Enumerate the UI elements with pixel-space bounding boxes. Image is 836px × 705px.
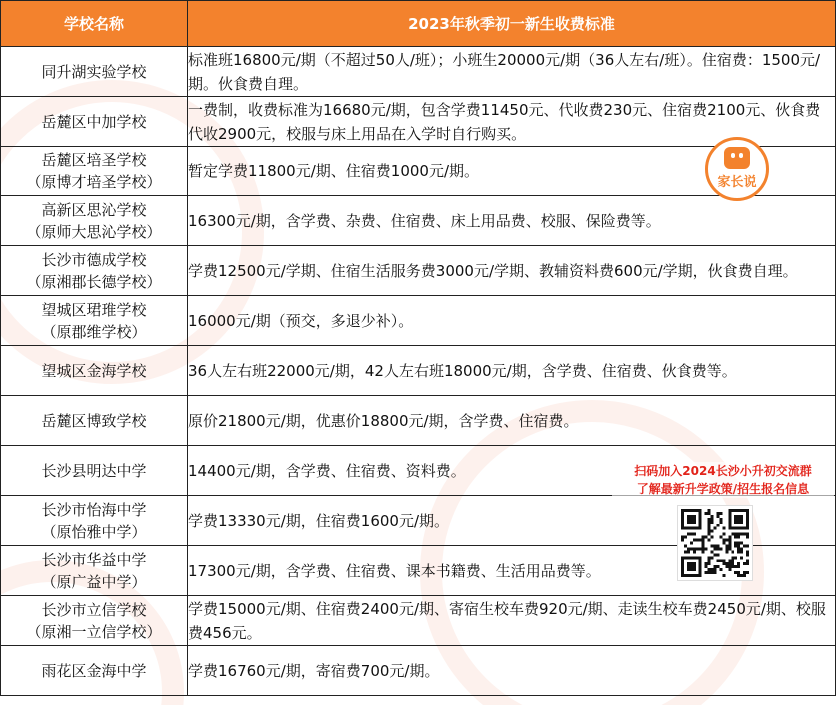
header-row — [1, 1, 836, 47]
school-name-cell — [1, 346, 188, 396]
school-former-name: （原广益中学） — [41, 572, 147, 591]
school-former-name: （原博才培圣学校） — [26, 173, 162, 191]
table-row — [1, 346, 836, 396]
smile-icon — [724, 147, 750, 169]
promo-line-2: 了解最新升学政策/招生报名信息 — [636, 482, 810, 496]
school-name: 望城区珺琟学校 — [41, 300, 147, 319]
table-row — [1, 246, 836, 296]
school-name: 长沙县明达中学 — [41, 461, 147, 480]
fee-description-cell: 16000元/期（预交，多退少补）。 — [188, 296, 836, 346]
school-name: 长沙市怡海中学 — [41, 500, 147, 519]
school-former-name: （原郡维学校） — [41, 322, 147, 341]
fee-description-cell: 学费13330元/期，住宿费1600元/期。 — [188, 496, 836, 546]
school-name-cell — [1, 97, 188, 147]
school-name-cell — [1, 147, 188, 196]
school-name-cell — [1, 446, 188, 496]
table-row — [1, 196, 836, 246]
promo-line-1: 扫码加入2024长沙小升初交流群 — [634, 464, 812, 478]
school-name: 雨花区金海中学 — [41, 661, 147, 680]
table-row — [1, 596, 836, 646]
fee-description-cell: 学费15000元/期、住宿费2400元/期、寄宿生校车费920元/期、走读生校车费2450元/期、校服费456元。 — [188, 596, 836, 646]
fee-description-cell: 16300元/期，含学费、杂费、住宿费、床上用品费、校服、保险费等。 — [188, 196, 836, 246]
school-name: 望城区金海学校 — [41, 361, 147, 380]
fee-description-cell: 17300元/期，含学费、住宿费、课本书籍费、生活用品费等。 — [188, 546, 836, 596]
school-former-name: （原师大思沁学校） — [26, 222, 162, 241]
school-name-cell — [1, 246, 188, 296]
table-body — [1, 47, 836, 696]
school-name: 长沙市华益中学 — [41, 550, 147, 569]
fee-description-cell: 36人左右班22000元/期，42人左右班18000元/期，含学费、住宿费、伙食费等。 — [188, 346, 836, 396]
fee-description-cell: 标准班16800元/期（不超过50人/班）；小班生20000元/期（36人左右/班）。住宿费：1500元/期。伙食费自理。 — [188, 47, 836, 97]
table-row — [1, 47, 836, 97]
fee-description-cell: 学费16760元/期，寄宿费700元/期。 — [188, 646, 836, 696]
fee-description-cell: 暂定学费11800元/期、住宿费1000元/期。 — [188, 147, 836, 196]
school-name: 岳麓区博致学校 — [41, 411, 147, 430]
school-name-cell — [1, 196, 188, 246]
school-name: 岳麓区培圣学校 — [41, 151, 147, 169]
school-former-name: （原湘郡长德学校） — [26, 272, 162, 291]
table-row — [1, 97, 836, 147]
fee-description-cell: 学费12500元/学期、住宿生活服务费3000元/学期、教辅资料费600元/学期，伙食费自理。 — [188, 246, 836, 296]
school-name-cell — [1, 646, 188, 696]
school-name-cell — [1, 47, 188, 97]
table-row — [1, 396, 836, 446]
fee-description-cell: 一费制，收费标准为16680元/期，包含学费11450元、代收费230元、住宿费2100元、伙食费代收2900元，校服与床上用品在入学时自行购买。 — [188, 97, 836, 147]
school-name: 高新区思沁学校 — [41, 200, 147, 219]
school-name-cell — [1, 396, 188, 446]
school-name: 长沙市立信学校 — [41, 600, 147, 619]
school-name: 同升湖实验学校 — [41, 62, 147, 81]
school-name-cell — [1, 496, 188, 546]
school-name: 长沙市德成学校 — [41, 250, 147, 269]
school-name: 岳麓区中加学校 — [41, 112, 147, 131]
school-name-cell — [1, 546, 188, 596]
school-former-name: （原湘一立信学校） — [26, 622, 162, 641]
promo-text — [612, 462, 834, 498]
fee-description-cell: 原价21800元/期，优惠价18800元/期，含学费、住宿费。 — [188, 396, 836, 446]
brand-logo — [705, 137, 769, 201]
table-row — [1, 646, 836, 696]
fee-description-cell: 14400元/期，含学费、住宿费、资料费。 — [188, 446, 836, 496]
table-row — [1, 296, 836, 346]
school-name-cell — [1, 296, 188, 346]
header-fee: 2023年秋季初一新生收费标准 — [188, 1, 836, 47]
school-former-name: （原怡雅中学） — [41, 522, 147, 541]
header-school: 学校名称 — [1, 1, 188, 47]
qr-code-image — [677, 505, 753, 581]
school-name-cell — [1, 596, 188, 646]
brand-name: 家长说 — [717, 175, 757, 190]
